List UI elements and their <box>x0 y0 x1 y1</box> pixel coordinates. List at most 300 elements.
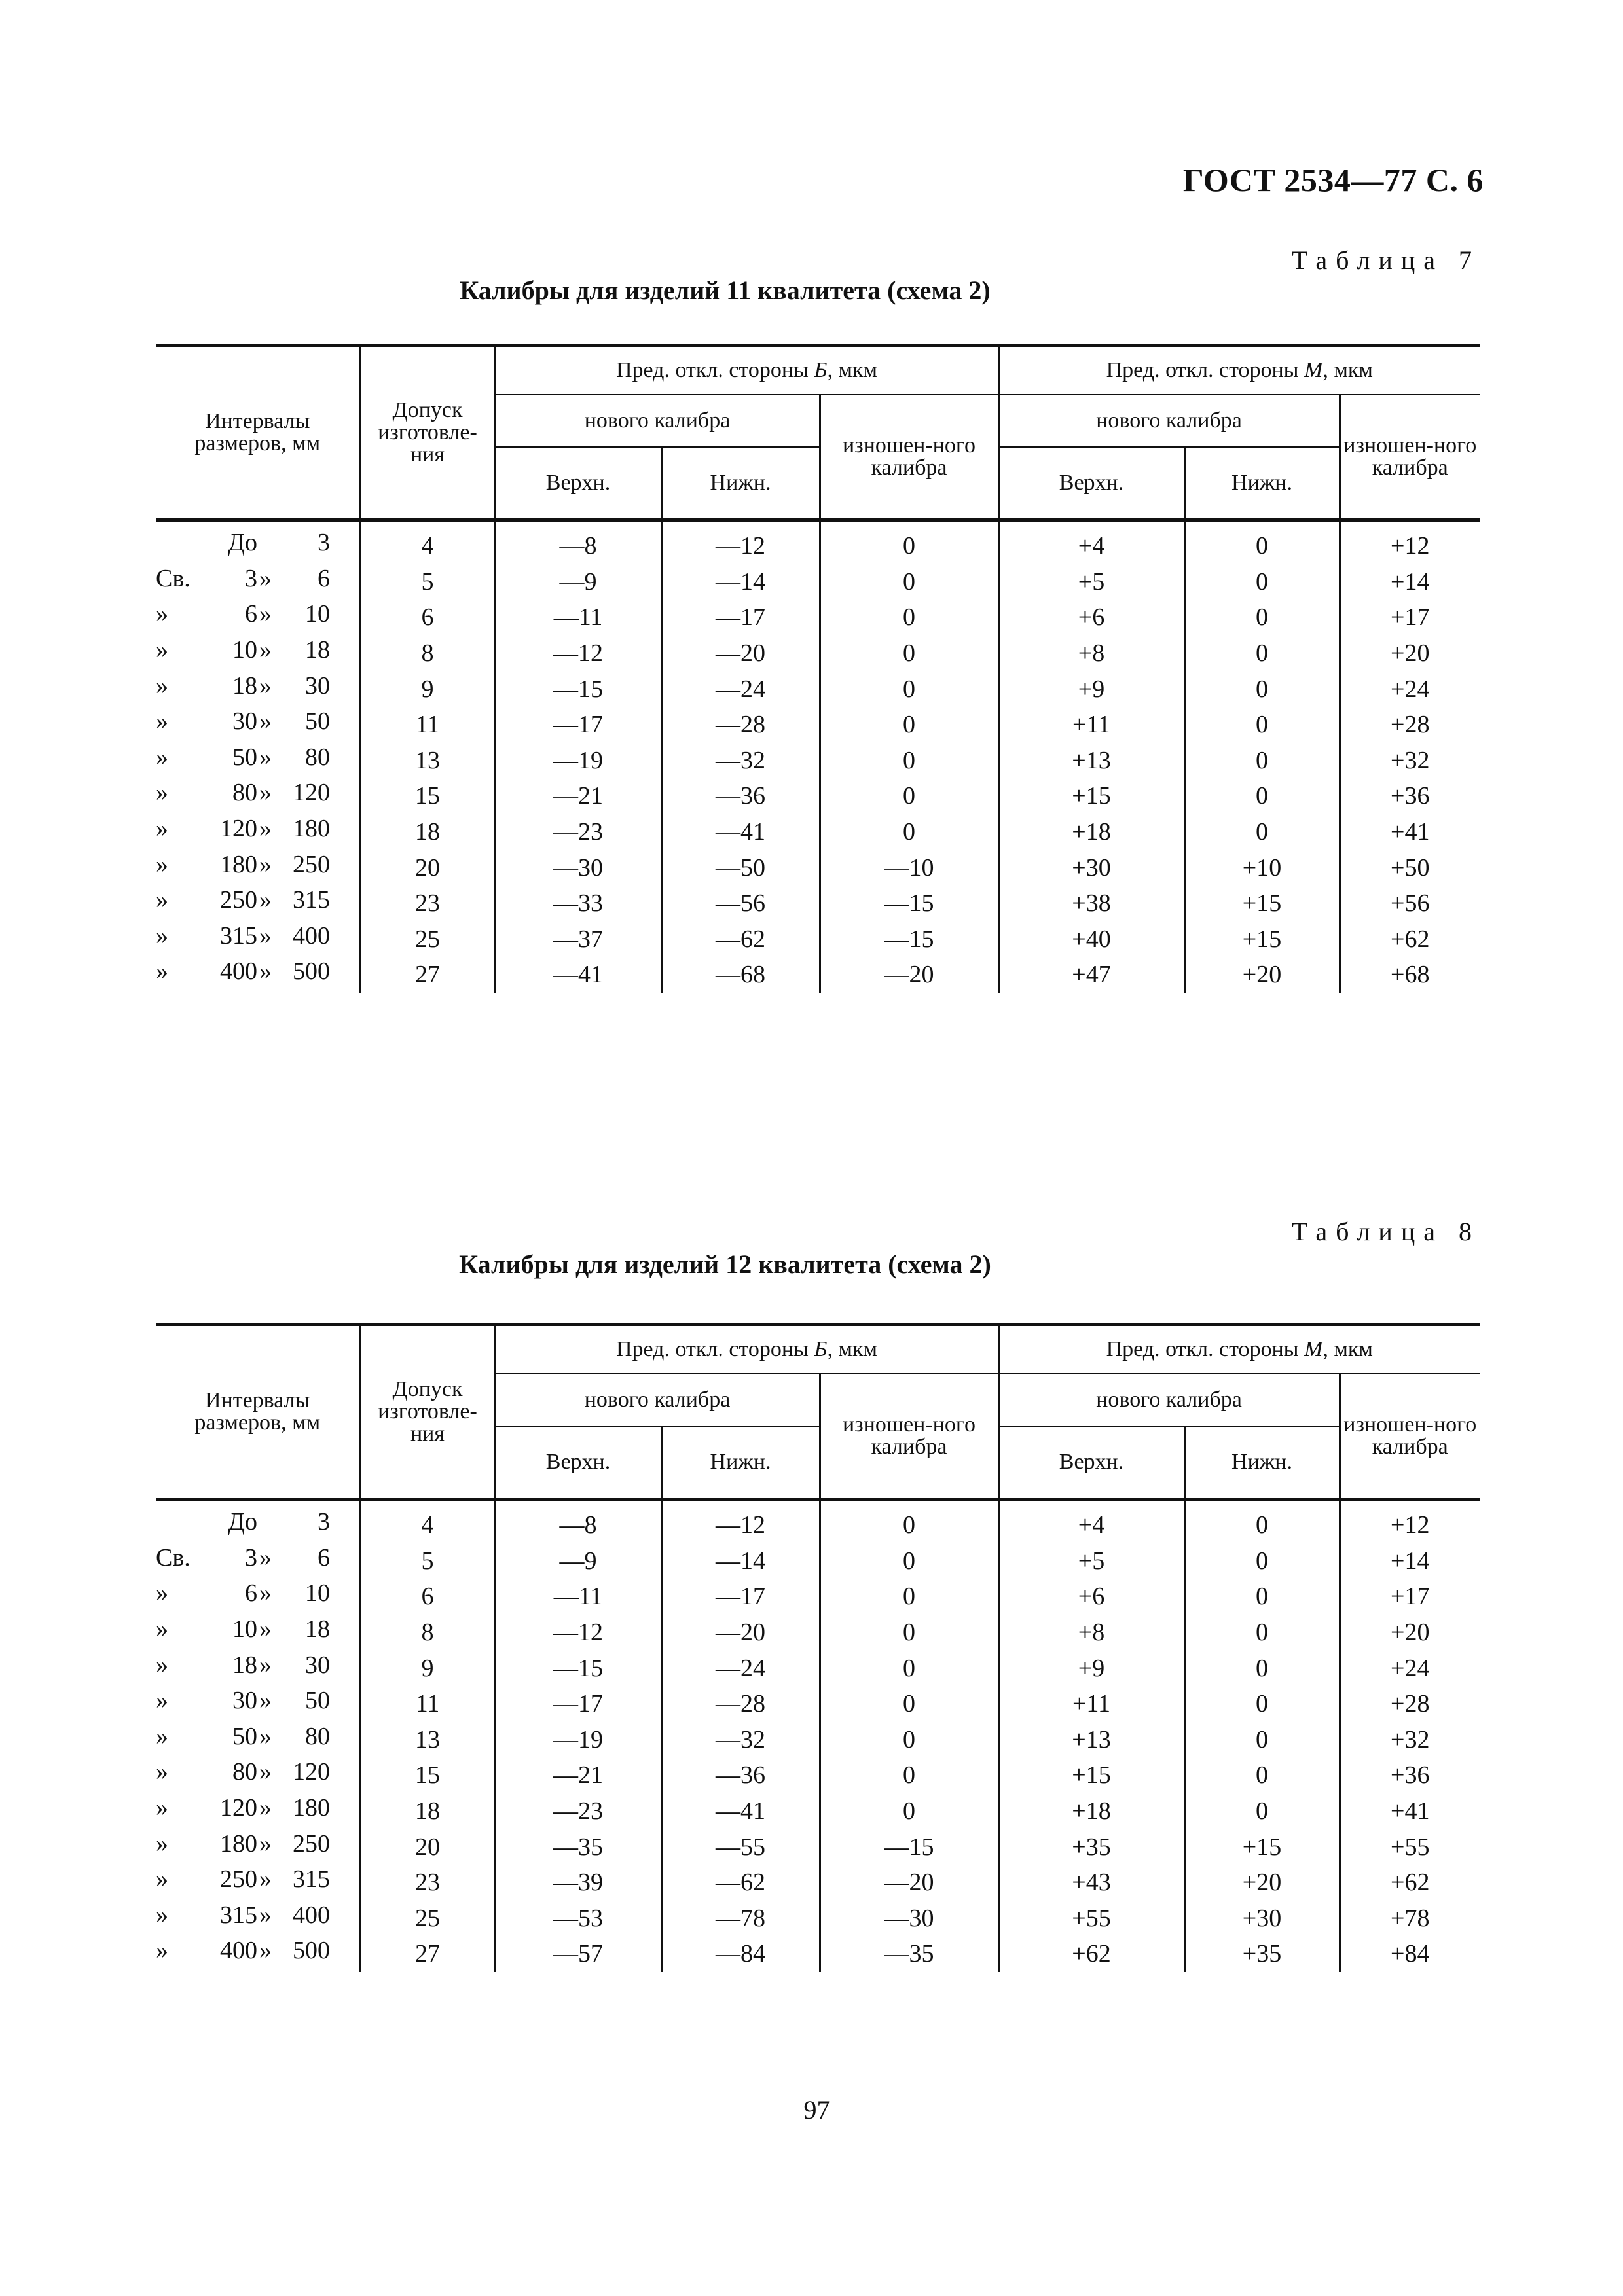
value-cell: +15 <box>998 778 1184 814</box>
header-b-upper: Верхн. <box>495 1426 661 1499</box>
table-row <box>156 1686 1480 1722</box>
interval-cell <box>156 814 360 850</box>
value-cell: 0 <box>820 636 998 672</box>
value-cell: —8 <box>495 520 661 564</box>
interval-cell <box>156 1650 360 1686</box>
table-row <box>156 886 1480 922</box>
interval-cell <box>156 922 360 958</box>
interval-q2: » <box>259 636 272 664</box>
value-cell: +20 <box>1184 1865 1340 1901</box>
interval-q2: » <box>259 1543 272 1571</box>
value-cell: 0 <box>820 778 998 814</box>
value-cell: 0 <box>820 743 998 779</box>
value-cell: 0 <box>820 1722 998 1758</box>
table-row <box>156 1650 1480 1686</box>
interval-b: 80 <box>305 1722 330 1750</box>
interval-cell <box>156 636 360 672</box>
table-7 <box>156 344 1480 993</box>
value-cell: —17 <box>495 1686 661 1722</box>
value-cell: —37 <box>495 922 661 958</box>
value-cell: —15 <box>820 922 998 958</box>
value-cell: 23 <box>360 1865 495 1901</box>
interval-cell <box>156 886 360 922</box>
page-number: 97 <box>803 2095 830 2125</box>
interval-cell <box>156 1543 360 1579</box>
value-cell: 20 <box>360 1829 495 1865</box>
interval-q2: » <box>259 600 272 628</box>
table-row <box>156 1757 1480 1793</box>
table-row <box>156 1793 1480 1829</box>
table-7-label: Таблица 7 <box>1291 245 1480 275</box>
value-cell: —12 <box>495 636 661 672</box>
interval-cell <box>156 520 360 564</box>
value-cell: —41 <box>495 957 661 993</box>
interval-a: 80 <box>232 1758 257 1786</box>
table-row <box>156 1829 1480 1865</box>
value-cell: —9 <box>495 564 661 600</box>
header-side-b: Пред. откл. стороны Б, мкм <box>495 346 998 395</box>
value-cell: 0 <box>1184 1543 1340 1579</box>
header-m-lower: Нижн. <box>1184 447 1340 520</box>
value-cell: —21 <box>495 778 661 814</box>
interval-a: 120 <box>220 1794 257 1822</box>
value-cell: +24 <box>1340 1650 1480 1686</box>
value-cell: 0 <box>1184 778 1340 814</box>
header-b-new: нового калибра <box>495 395 820 447</box>
interval-pre: » <box>156 779 168 807</box>
value-cell: +30 <box>1184 1901 1340 1937</box>
interval-a: 400 <box>220 1937 257 1965</box>
interval-b: 500 <box>293 1937 330 1965</box>
value-cell: 8 <box>360 636 495 672</box>
value-cell: +55 <box>998 1901 1184 1937</box>
table-row <box>156 1543 1480 1579</box>
value-cell: +62 <box>1340 1865 1480 1901</box>
value-cell: +32 <box>1340 743 1480 779</box>
value-cell: 0 <box>820 1579 998 1615</box>
value-cell: —12 <box>661 520 820 564</box>
interval-pre: » <box>156 672 168 700</box>
table-row <box>156 520 1480 564</box>
interval-b: 500 <box>293 958 330 986</box>
value-cell: +8 <box>998 636 1184 672</box>
value-cell: 0 <box>820 1615 998 1651</box>
table-row <box>156 957 1480 993</box>
value-cell: 5 <box>360 1543 495 1579</box>
value-cell: —20 <box>820 957 998 993</box>
interval-b: 3 <box>318 529 330 557</box>
header-m-new: нового калибра <box>998 1374 1340 1426</box>
interval-a: 18 <box>232 672 257 700</box>
value-cell: +9 <box>998 671 1184 707</box>
interval-pre: Св. <box>156 564 191 592</box>
interval-cell <box>156 1757 360 1793</box>
value-cell: +12 <box>1340 1499 1480 1543</box>
value-cell: 0 <box>820 814 998 850</box>
value-cell: —19 <box>495 1722 661 1758</box>
value-cell: +6 <box>998 1579 1184 1615</box>
value-cell: —68 <box>661 957 820 993</box>
value-cell: +15 <box>1184 886 1340 922</box>
interval-b: 315 <box>293 1865 330 1893</box>
header-m-upper: Верхн. <box>998 447 1184 520</box>
interval-cell <box>156 957 360 993</box>
value-cell: +41 <box>1340 1793 1480 1829</box>
interval-q2: » <box>259 564 272 592</box>
interval-b: 10 <box>305 1579 330 1607</box>
value-cell: —55 <box>661 1829 820 1865</box>
header-b-worn: изношен-ного калибра <box>820 395 998 520</box>
value-cell: +18 <box>998 814 1184 850</box>
interval-a: 400 <box>220 958 257 986</box>
value-cell: —15 <box>820 886 998 922</box>
table-row <box>156 1722 1480 1758</box>
value-cell: 0 <box>1184 564 1340 600</box>
value-cell: 18 <box>360 814 495 850</box>
table-row <box>156 1901 1480 1937</box>
interval-a: 30 <box>232 1687 257 1715</box>
interval-a: 3 <box>245 1543 257 1571</box>
value-cell: 0 <box>1184 1615 1340 1651</box>
value-cell: —62 <box>661 1865 820 1901</box>
interval-a: 50 <box>232 1722 257 1750</box>
value-cell: 0 <box>820 1650 998 1686</box>
value-cell: —17 <box>661 1579 820 1615</box>
value-cell: +62 <box>998 1936 1184 1972</box>
value-cell: —11 <box>495 600 661 636</box>
interval-b: 250 <box>293 1829 330 1857</box>
interval-a: 3 <box>245 564 257 592</box>
interval-b: 10 <box>305 600 330 628</box>
interval-pre: » <box>156 922 168 950</box>
interval-pre: » <box>156 1687 168 1715</box>
value-cell: 0 <box>1184 1579 1340 1615</box>
value-cell: —35 <box>495 1829 661 1865</box>
value-cell: —10 <box>820 850 998 886</box>
value-cell: 0 <box>820 600 998 636</box>
value-cell: —23 <box>495 814 661 850</box>
header-m-upper: Верхн. <box>998 1426 1184 1499</box>
interval-a: 30 <box>232 708 257 736</box>
header-m-worn: изношен-ного калибра <box>1340 395 1480 520</box>
table-row <box>156 814 1480 850</box>
table-row <box>156 707 1480 743</box>
value-cell: +28 <box>1340 707 1480 743</box>
interval-a: 120 <box>220 815 257 843</box>
value-cell: +15 <box>1184 922 1340 958</box>
interval-pre: » <box>156 815 168 843</box>
value-cell: +62 <box>1340 922 1480 958</box>
header-side-b: Пред. откл. стороны Б, мкм <box>495 1325 998 1374</box>
header-side-m: Пред. откл. стороны М, мкм <box>998 346 1480 395</box>
interval-a: 50 <box>232 743 257 771</box>
value-cell: 27 <box>360 1936 495 1972</box>
value-cell: —23 <box>495 1793 661 1829</box>
interval-pre: » <box>156 1722 168 1750</box>
interval-q2: » <box>259 850 272 878</box>
value-cell: —8 <box>495 1499 661 1543</box>
header-b-lower: Нижн. <box>661 447 820 520</box>
interval-b: 80 <box>305 743 330 771</box>
value-cell: 15 <box>360 778 495 814</box>
interval-q2: » <box>259 1687 272 1715</box>
value-cell: +20 <box>1340 1615 1480 1651</box>
interval-a: 6 <box>245 600 257 628</box>
value-cell: 0 <box>1184 1686 1340 1722</box>
interval-b: 400 <box>293 1901 330 1929</box>
interval-q2: » <box>259 1794 272 1822</box>
value-cell: 0 <box>820 671 998 707</box>
table-row <box>156 671 1480 707</box>
header-tolerance: Допуск изготовле-ния <box>360 346 495 520</box>
table-row <box>156 1499 1480 1543</box>
value-cell: —20 <box>661 1615 820 1651</box>
value-cell: —41 <box>661 814 820 850</box>
table-row <box>156 743 1480 779</box>
value-cell: 0 <box>1184 743 1340 779</box>
value-cell: +11 <box>998 707 1184 743</box>
value-cell: —32 <box>661 743 820 779</box>
interval-cell <box>156 1936 360 1972</box>
interval-q2: » <box>259 958 272 986</box>
value-cell: +14 <box>1340 564 1480 600</box>
interval-q2: » <box>259 743 272 771</box>
interval-a: 6 <box>245 1579 257 1607</box>
interval-b: 120 <box>293 1758 330 1786</box>
value-cell: 13 <box>360 743 495 779</box>
value-cell: 0 <box>820 1757 998 1793</box>
interval-pre: » <box>156 1651 168 1679</box>
interval-pre: Св. <box>156 1543 191 1571</box>
value-cell: 11 <box>360 707 495 743</box>
value-cell: +18 <box>998 1793 1184 1829</box>
value-cell: 0 <box>1184 1722 1340 1758</box>
interval-pre: » <box>156 886 168 914</box>
value-cell: —15 <box>495 1650 661 1686</box>
value-cell: +56 <box>1340 886 1480 922</box>
interval-cell <box>156 707 360 743</box>
table-row <box>156 636 1480 672</box>
interval-a: До <box>228 1508 257 1536</box>
interval-q2: » <box>259 1651 272 1679</box>
value-cell: —32 <box>661 1722 820 1758</box>
value-cell: +35 <box>998 1829 1184 1865</box>
value-cell: —14 <box>661 1543 820 1579</box>
value-cell: 5 <box>360 564 495 600</box>
value-cell: 0 <box>1184 1757 1340 1793</box>
value-cell: +20 <box>1340 636 1480 672</box>
interval-cell <box>156 1615 360 1651</box>
interval-b: 180 <box>293 815 330 843</box>
value-cell: +41 <box>1340 814 1480 850</box>
value-cell: +11 <box>998 1686 1184 1722</box>
value-cell: —78 <box>661 1901 820 1937</box>
table-7-title: Калибры для изделий 11 квалитета (схема 2) <box>460 276 991 305</box>
value-cell: +28 <box>1340 1686 1480 1722</box>
value-cell: +5 <box>998 564 1184 600</box>
value-cell: +36 <box>1340 778 1480 814</box>
value-cell: 25 <box>360 922 495 958</box>
interval-cell <box>156 778 360 814</box>
value-cell: 0 <box>1184 671 1340 707</box>
value-cell: +10 <box>1184 850 1340 886</box>
value-cell: —84 <box>661 1936 820 1972</box>
value-cell: 0 <box>820 1499 998 1543</box>
interval-q2: » <box>259 1865 272 1893</box>
value-cell: +13 <box>998 743 1184 779</box>
interval-cell <box>156 1686 360 1722</box>
value-cell: —12 <box>661 1499 820 1543</box>
interval-b: 6 <box>318 564 330 592</box>
value-cell: 0 <box>1184 1793 1340 1829</box>
value-cell: —36 <box>661 1757 820 1793</box>
interval-b: 400 <box>293 922 330 950</box>
value-cell: +68 <box>1340 957 1480 993</box>
header-m-worn: изношен-ного калибра <box>1340 1374 1480 1499</box>
value-cell: 0 <box>820 1686 998 1722</box>
value-cell: 0 <box>1184 707 1340 743</box>
value-cell: 13 <box>360 1722 495 1758</box>
interval-cell <box>156 1499 360 1543</box>
value-cell: —24 <box>661 671 820 707</box>
value-cell: +8 <box>998 1615 1184 1651</box>
table-8-title: Калибры для изделий 12 квалитета (схема 2) <box>459 1249 991 1279</box>
value-cell: 0 <box>1184 1499 1340 1543</box>
interval-b: 3 <box>318 1508 330 1536</box>
interval-pre: » <box>156 708 168 736</box>
value-cell: —56 <box>661 886 820 922</box>
interval-pre: » <box>156 743 168 771</box>
value-cell: 0 <box>1184 600 1340 636</box>
value-cell: +78 <box>1340 1901 1480 1937</box>
value-cell: —30 <box>820 1901 998 1937</box>
value-cell: +47 <box>998 957 1184 993</box>
interval-b: 180 <box>293 1794 330 1822</box>
interval-cell <box>156 850 360 886</box>
interval-a: 315 <box>220 1901 257 1929</box>
value-cell: +55 <box>1340 1829 1480 1865</box>
value-cell: —19 <box>495 743 661 779</box>
value-cell: +32 <box>1340 1722 1480 1758</box>
value-cell: 25 <box>360 1901 495 1937</box>
interval-cell <box>156 600 360 636</box>
value-cell: —39 <box>495 1865 661 1901</box>
value-cell: —62 <box>661 922 820 958</box>
value-cell: +4 <box>998 1499 1184 1543</box>
value-cell: —50 <box>661 850 820 886</box>
interval-a: 10 <box>232 636 257 664</box>
interval-q2: » <box>259 1579 272 1607</box>
page-header: ГОСТ 2534—77 С. 6 <box>1182 162 1484 198</box>
interval-pre: » <box>156 850 168 878</box>
interval-a: 10 <box>232 1615 257 1643</box>
value-cell: —57 <box>495 1936 661 1972</box>
interval-q2: » <box>259 922 272 950</box>
interval-b: 18 <box>305 636 330 664</box>
header-m-lower: Нижн. <box>1184 1426 1340 1499</box>
interval-q2: » <box>259 672 272 700</box>
value-cell: 18 <box>360 1793 495 1829</box>
value-cell: —41 <box>661 1793 820 1829</box>
interval-pre: » <box>156 1615 168 1643</box>
interval-a: 180 <box>220 1829 257 1857</box>
value-cell: —28 <box>661 707 820 743</box>
header-side-m: Пред. откл. стороны М, мкм <box>998 1325 1480 1374</box>
value-cell: +43 <box>998 1865 1184 1901</box>
value-cell: 0 <box>820 1543 998 1579</box>
interval-q2: » <box>259 886 272 914</box>
interval-q2: » <box>259 1901 272 1929</box>
interval-q2: » <box>259 1937 272 1965</box>
interval-b: 120 <box>293 779 330 807</box>
interval-pre: » <box>156 1937 168 1965</box>
interval-pre: » <box>156 600 168 628</box>
header-b-worn: изношен-ного калибра <box>820 1374 998 1499</box>
value-cell: 9 <box>360 671 495 707</box>
interval-a: 315 <box>220 922 257 950</box>
interval-pre: » <box>156 1758 168 1786</box>
table-row <box>156 1936 1480 1972</box>
value-cell: +30 <box>998 850 1184 886</box>
value-cell: 8 <box>360 1615 495 1651</box>
value-cell: +6 <box>998 600 1184 636</box>
interval-cell <box>156 1901 360 1937</box>
interval-q2: » <box>259 1829 272 1857</box>
value-cell: +17 <box>1340 1579 1480 1615</box>
value-cell: +35 <box>1184 1936 1340 1972</box>
table-row <box>156 922 1480 958</box>
value-cell: —14 <box>661 564 820 600</box>
interval-a: 18 <box>232 1651 257 1679</box>
interval-b: 50 <box>305 708 330 736</box>
value-cell: 6 <box>360 600 495 636</box>
value-cell: +12 <box>1340 520 1480 564</box>
value-cell: 6 <box>360 1579 495 1615</box>
value-cell: —35 <box>820 1936 998 1972</box>
value-cell: 20 <box>360 850 495 886</box>
value-cell: —20 <box>820 1865 998 1901</box>
value-cell: 0 <box>820 520 998 564</box>
value-cell: +24 <box>1340 671 1480 707</box>
interval-b: 30 <box>305 672 330 700</box>
table-8-label: Таблица 8 <box>1291 1217 1480 1246</box>
value-cell: +50 <box>1340 850 1480 886</box>
header-b-upper: Верхн. <box>495 447 661 520</box>
interval-b: 250 <box>293 850 330 878</box>
interval-cell <box>156 1793 360 1829</box>
value-cell: 11 <box>360 1686 495 1722</box>
value-cell: —15 <box>820 1829 998 1865</box>
value-cell: +14 <box>1340 1543 1480 1579</box>
interval-pre: » <box>156 1579 168 1607</box>
value-cell: +20 <box>1184 957 1340 993</box>
value-cell: +40 <box>998 922 1184 958</box>
interval-cell <box>156 671 360 707</box>
interval-b: 30 <box>305 1651 330 1679</box>
interval-pre: » <box>156 1829 168 1857</box>
table-row <box>156 778 1480 814</box>
value-cell: +38 <box>998 886 1184 922</box>
value-cell: —30 <box>495 850 661 886</box>
table-row <box>156 1579 1480 1615</box>
interval-cell <box>156 1722 360 1758</box>
interval-cell <box>156 1579 360 1615</box>
interval-a: 250 <box>220 1865 257 1893</box>
header-m-new: нового калибра <box>998 395 1340 447</box>
value-cell: —17 <box>495 707 661 743</box>
interval-b: 18 <box>305 1615 330 1643</box>
table-row <box>156 600 1480 636</box>
